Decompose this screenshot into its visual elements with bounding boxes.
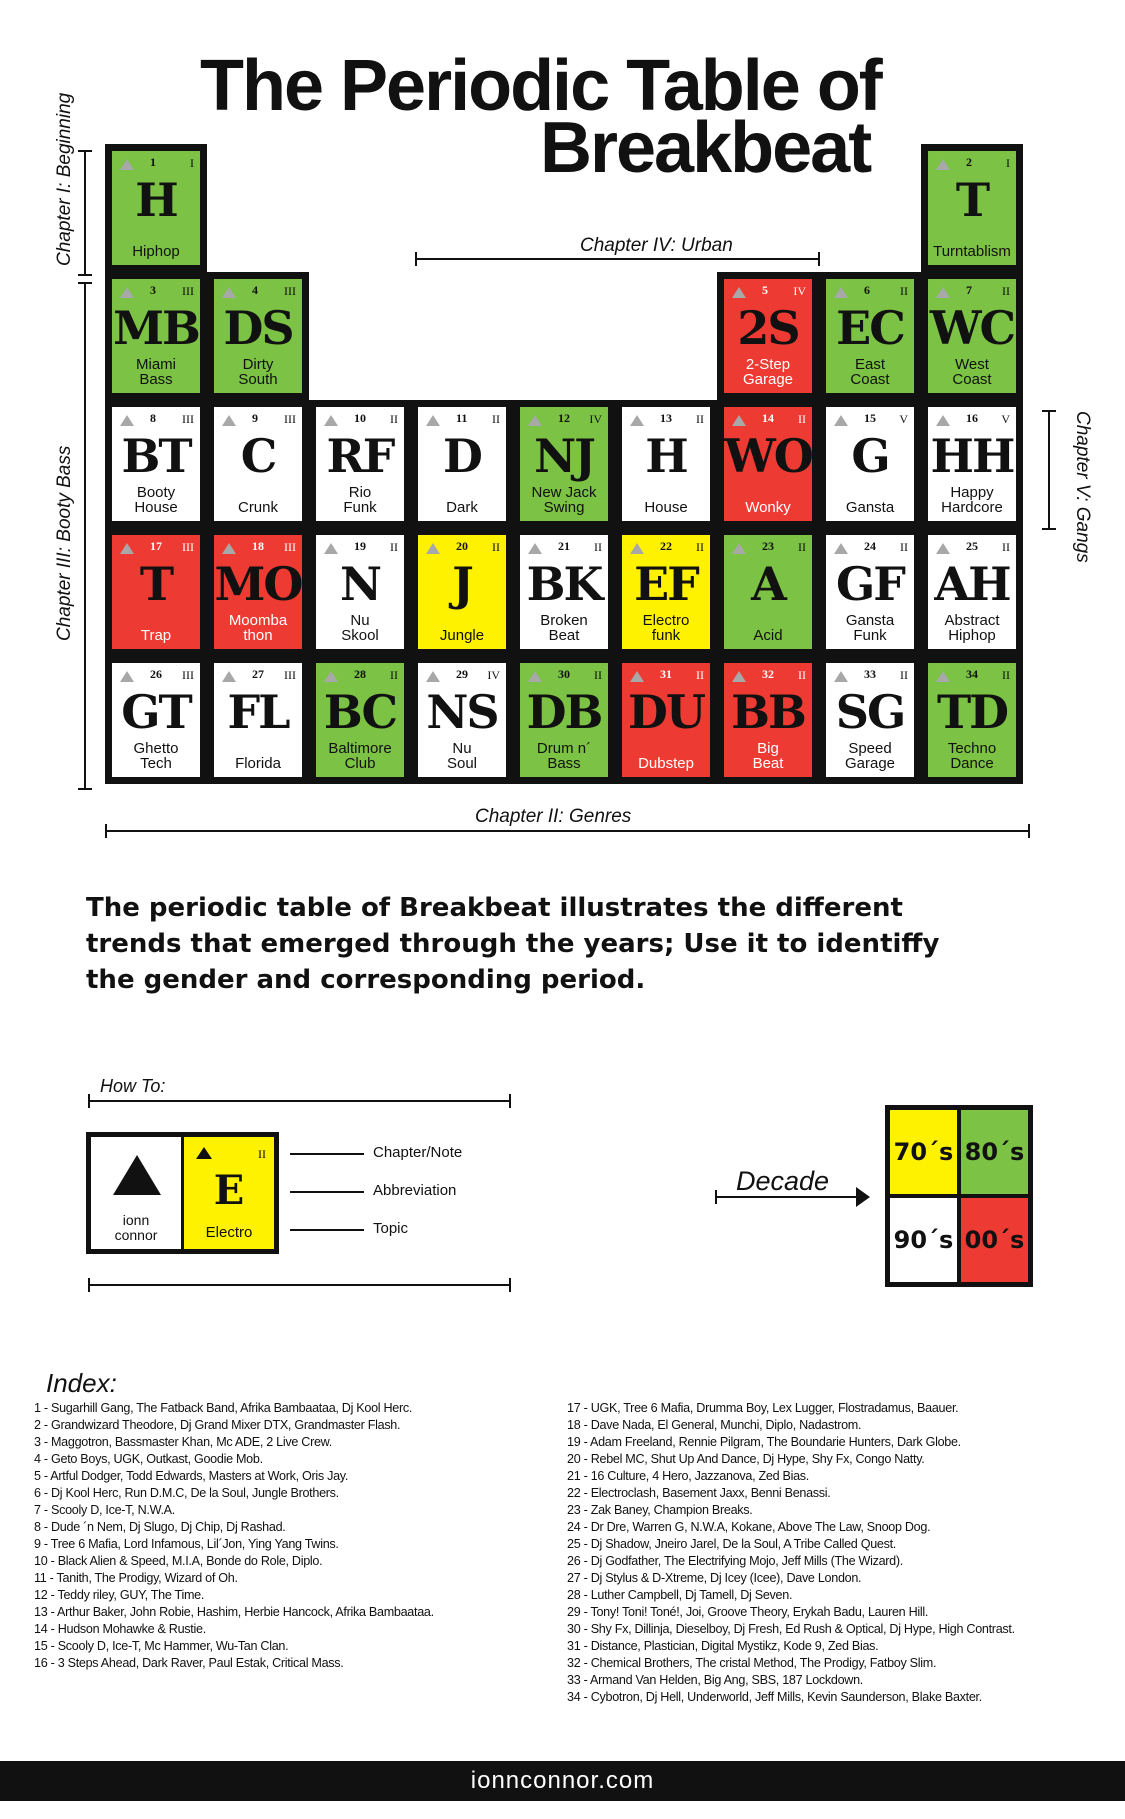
element-abbreviation: NS — [426, 685, 498, 739]
chapter-iv-bracket — [415, 258, 820, 260]
element-chapter: V — [1001, 412, 1010, 426]
index-entry: 30 - Shy Fx, Dillinja, Dieselboy, Dj Fresh, Ed Rush & Optical, Dj Hype, High Contrast. — [567, 1622, 1015, 1636]
element-abbreviation: GT — [121, 685, 191, 739]
element-cell — [921, 528, 1023, 656]
element-abbreviation: T — [139, 557, 173, 611]
element-chapter: IV — [589, 412, 602, 426]
chapter-iv-tick-left — [415, 252, 417, 266]
chapter-ii-bracket — [105, 830, 1030, 832]
element-topic: Nu Skool — [341, 612, 379, 644]
index-entry: 19 - Adam Freeland, Rennie Pilgram, The Boundarie Hunters, Dark Globe. — [567, 1435, 961, 1449]
element-number: 11 — [456, 411, 468, 425]
element-chapter: III — [182, 668, 194, 682]
element-chapter: III — [284, 412, 296, 426]
element-cell — [309, 656, 411, 784]
index-entry: 27 - Dj Stylus & D-Xtreme, Dj Icey (Icee), Dave London. — [567, 1571, 862, 1585]
element-abbreviation: H — [135, 173, 177, 227]
decade-arrow-line — [715, 1196, 860, 1198]
decade-90s: 90´s — [890, 1198, 957, 1282]
element-chapter: II — [798, 540, 806, 554]
element-topic: Gansta Funk — [845, 612, 895, 644]
element-abbreviation: J — [452, 557, 472, 611]
element-abbreviation: N — [339, 557, 381, 611]
element-number: 7 — [966, 283, 972, 297]
page-title-line1: The Periodic Table of — [200, 46, 881, 126]
index-entry: 5 - Artful Dodger, Todd Edwards, Masters at Work, Oris Jay. — [34, 1469, 349, 1483]
element-number: 16 — [966, 411, 978, 425]
triangle-icon — [732, 287, 746, 298]
element-topic: 2-Step Garage — [742, 356, 794, 388]
decade-70s: 70´s — [890, 1110, 957, 1194]
chapter-i-label: Chapter I: Beginning — [54, 92, 75, 266]
element-chapter: III — [182, 540, 194, 554]
index-entry: 8 - Dude ´n Nem, Dj Slugo, Dj Chip, Dj Rashad. — [34, 1520, 286, 1534]
element-cell — [105, 144, 207, 272]
element-abbreviation: FL — [227, 685, 289, 739]
element-cell — [411, 528, 513, 656]
element-abbreviation: DU — [627, 685, 704, 739]
triangle-icon — [528, 671, 542, 682]
element-cell — [207, 528, 309, 656]
element-number: 4 — [252, 283, 258, 297]
element-number: 31 — [660, 667, 672, 681]
element-chapter: II — [900, 540, 908, 554]
howto-bottom-rule — [88, 1284, 511, 1286]
element-cell — [717, 400, 819, 528]
element-chapter: II — [594, 668, 602, 682]
index-entry: 22 - Electroclash, Basement Jaxx, Benni Benassi. — [567, 1486, 831, 1500]
index-entry: 1 - Sugarhill Gang, The Fatback Band, Afrika Bambaataa, Dj Kool Herc. — [34, 1401, 413, 1415]
index-entry: 18 - Dave Nada, El General, Munchi, Diplo, Nadastrom. — [567, 1418, 862, 1432]
chapter-iii-label: Chapter III: Booty Bass — [54, 445, 75, 641]
element-topic: Jungle — [439, 627, 485, 644]
element-abbreviation: SG — [835, 685, 905, 739]
element-chapter: II — [696, 540, 704, 554]
triangle-icon — [936, 287, 950, 298]
index-entry: 26 - Dj Godfather, The Electrifying Mojo, Jeff Mills (The Wizard). — [567, 1554, 903, 1568]
chapter-ii-label: Chapter II: Genres — [475, 806, 632, 827]
element-cell — [615, 528, 717, 656]
triangle-icon — [834, 287, 848, 298]
element-chapter: V — [899, 412, 908, 426]
element-abbreviation: A — [751, 557, 785, 611]
element-chapter: II — [900, 284, 908, 298]
element-cell — [513, 528, 615, 656]
index-entry: 34 - Cybotron, Dj Hell, Underworld, Jeff Mills, Kevin Saunderson, Blake Baxter. — [567, 1690, 982, 1704]
element-abbreviation: MB — [113, 301, 199, 355]
chapter-ii-tick-right — [1028, 824, 1030, 838]
element-abbreviation: BK — [526, 557, 602, 611]
element-number: 15 — [864, 411, 876, 425]
element-number: 26 — [150, 667, 162, 681]
element-abbreviation: H — [645, 429, 687, 483]
element-abbreviation: DB — [526, 685, 602, 739]
chapter-v-label: Chapter V: Gangs — [1072, 411, 1093, 563]
index-entry: 21 - 16 Culture, 4 Hero, Jazzanova, Zed Bias. — [567, 1469, 810, 1483]
element-abbreviation: GF — [836, 557, 904, 611]
element-topic: Dubstep — [638, 755, 694, 772]
decade-label: Decade — [736, 1166, 830, 1196]
element-chapter: III — [182, 284, 194, 298]
chapter-ii-tick-left — [105, 824, 107, 838]
triangle-icon — [834, 543, 848, 554]
chapter-iv-label: Chapter IV: Urban — [580, 235, 733, 256]
element-chapter: III — [284, 540, 296, 554]
small-triangle-icon — [196, 1147, 212, 1159]
element-topic: Broken Beat — [540, 612, 588, 644]
element-cell — [717, 656, 819, 784]
element-cell — [615, 400, 717, 528]
triangle-icon — [528, 543, 542, 554]
element-number: 9 — [252, 411, 258, 425]
triangle-icon — [936, 543, 950, 554]
page-title-line2: Breakbeat — [540, 108, 871, 188]
element-abbreviation: WC — [929, 301, 1015, 355]
element-number: 18 — [252, 539, 264, 553]
element-cell — [207, 656, 309, 784]
element-topic: New Jack Swing — [531, 484, 597, 516]
triangle-icon — [120, 671, 134, 682]
triangle-icon — [834, 415, 848, 426]
element-abbreviation: T — [955, 173, 989, 227]
element-number: 19 — [354, 539, 366, 553]
element-topic: Dirty South — [238, 356, 278, 388]
element-topic: Hiphop — [132, 243, 180, 260]
element-cell — [615, 656, 717, 784]
legend-connector-1 — [290, 1153, 364, 1155]
element-cell — [207, 400, 309, 528]
triangle-icon — [120, 159, 134, 170]
element-number: 27 — [252, 667, 264, 681]
index-entry: 20 - Rebel MC, Shut Up And Dance, Dj Hype, Shy Fx, Congo Natty. — [567, 1452, 925, 1466]
footer-url[interactable]: ionnconnor.com — [0, 1761, 1125, 1801]
element-chapter: III — [284, 668, 296, 682]
index-entry: 11 - Tanith, The Prodigy, Wizard of Oh. — [34, 1571, 238, 1585]
element-chapter: III — [284, 284, 296, 298]
element-cell — [309, 528, 411, 656]
element-topic: Acid — [753, 627, 783, 644]
triangle-icon — [834, 671, 848, 682]
chapter-i-tick-bottom — [78, 274, 92, 276]
triangle-icon — [324, 415, 338, 426]
legend-connector-3 — [290, 1229, 364, 1231]
triangle-icon — [630, 671, 644, 682]
decade-arrow-tick — [715, 1190, 717, 1204]
chapter-iv-tick-right — [818, 252, 820, 266]
element-number: 34 — [966, 667, 978, 681]
triangle-icon — [732, 543, 746, 554]
element-abbreviation: EC — [836, 301, 904, 355]
element-number: 5 — [762, 283, 768, 297]
howto-bottom-tick-right — [509, 1278, 511, 1292]
index-entry: 10 - Black Alien & Speed, M.I.A, Bonde do Role, Diplo. — [34, 1554, 323, 1568]
index-entry: 14 - Hudson Mohawke & Rustie. — [34, 1622, 206, 1636]
triangle-icon — [936, 671, 950, 682]
element-topic: Booty House — [134, 484, 178, 516]
element-chapter: II — [390, 412, 398, 426]
chapter-v-tick-bottom — [1042, 528, 1056, 530]
element-chapter: III — [182, 412, 194, 426]
triangle-icon — [222, 543, 236, 554]
triangle-icon — [120, 543, 134, 554]
index-entry: 4 - Geto Boys, UGK, Outkast, Goodie Mob. — [34, 1452, 263, 1466]
triangle-icon — [120, 287, 134, 298]
element-topic: Rio Funk — [343, 484, 377, 516]
triangle-icon — [222, 415, 236, 426]
element-number: 17 — [150, 539, 162, 553]
element-topic: Ghetto Tech — [133, 740, 179, 772]
element-abbreviation: BT — [121, 429, 191, 483]
element-topic: West Coast — [952, 356, 992, 388]
element-number: 28 — [354, 667, 366, 681]
element-cell — [105, 656, 207, 784]
element-topic: Florida — [235, 755, 281, 772]
element-topic: Crunk — [237, 499, 278, 516]
element-topic: Turntablism — [933, 243, 1011, 260]
element-number: 32 — [762, 667, 774, 681]
element-cell — [309, 400, 411, 528]
element-number: 33 — [864, 667, 876, 681]
element-cell — [921, 400, 1023, 528]
element-number: 30 — [558, 667, 570, 681]
chapter-i-bracket — [84, 150, 86, 276]
element-number: 25 — [966, 539, 978, 553]
chapter-v-tick-top — [1042, 410, 1056, 412]
triangle-icon — [113, 1155, 161, 1195]
index-entry: 12 - Teddy riley, GUY, The Time. — [34, 1588, 205, 1602]
element-topic: Miami Bass — [136, 356, 176, 388]
legend-element-cell — [184, 1137, 274, 1249]
triangle-icon — [528, 415, 542, 426]
element-chapter: I — [190, 156, 194, 170]
element-cell — [513, 656, 615, 784]
index-entry: 29 - Tony! Toni! Toné!, Joi, Groove Theory, Erykah Badu, Lauren Hill. — [567, 1605, 929, 1619]
element-topic: Gansta — [845, 499, 895, 516]
element-chapter: II — [696, 412, 704, 426]
element-topic: Nu Soul — [446, 740, 478, 772]
element-cell — [819, 528, 921, 656]
legend-sample-box — [86, 1132, 279, 1254]
index-entry: 13 - Arthur Baker, John Robie, Hashim, Herbie Hancock, Afrika Bambaataa. — [34, 1605, 434, 1619]
index-entry: 3 - Maggotron, Bassmaster Khan, Mc ADE, 2 Live Crew. — [34, 1435, 332, 1449]
element-topic: East Coast — [850, 356, 890, 388]
chapter-iii-tick-bottom — [78, 788, 92, 790]
element-topic: Abstract Hiphop — [944, 612, 1000, 644]
chapter-i-tick-top — [78, 150, 92, 152]
legend-abbr: E — [213, 1167, 245, 1214]
element-cell — [105, 272, 207, 400]
element-topic: Speed Garage — [844, 740, 896, 772]
element-cell — [411, 656, 513, 784]
element-cell — [513, 400, 615, 528]
index-entry: 9 - Tree 6 Mafia, Lord Infamous, Lil´Jon, Ying Yang Twins. — [34, 1537, 339, 1551]
howto-title: How To: — [100, 1076, 166, 1096]
element-topic: Techno Dance — [947, 740, 997, 772]
triangle-icon — [426, 671, 440, 682]
triangle-icon — [936, 159, 950, 170]
element-abbreviation: HH — [930, 429, 1014, 483]
element-abbreviation: AH — [934, 557, 1010, 611]
element-number: 29 — [456, 667, 468, 681]
element-chapter: II — [492, 412, 500, 426]
element-abbreviation: TD — [936, 685, 1008, 739]
element-cell — [105, 528, 207, 656]
element-abbreviation: EF — [634, 557, 698, 611]
element-chapter: IV — [793, 284, 806, 298]
element-topic: Dark — [446, 499, 478, 516]
element-number: 23 — [762, 539, 774, 553]
element-cell — [921, 272, 1023, 400]
triangle-icon — [324, 671, 338, 682]
legend-label-chapter: Chapter/Note — [373, 1144, 463, 1161]
element-cell — [717, 528, 819, 656]
decade-00s: 00´s — [961, 1198, 1028, 1282]
index-entry: 25 - Dj Shadow, Jneiro Jarel, De la Soul, A Tribe Called Quest. — [567, 1537, 897, 1551]
triangle-icon — [222, 671, 236, 682]
element-number: 2 — [966, 155, 972, 169]
index-entry: 24 - Dr Dre, Warren G, N.W.A, Kokane, Above The Law, Snoop Dog. — [567, 1520, 931, 1534]
index-entry: 28 - Luther Campbell, Dj Tamell, Dj Seven. — [567, 1588, 793, 1602]
element-number: 1 — [150, 155, 156, 169]
index-entry: 2 - Grandwizard Theodore, Dj Grand Mixer DTX, Grandmaster Flash. — [34, 1418, 401, 1432]
element-topic: Trap — [140, 627, 172, 644]
decade-grid — [885, 1105, 1033, 1287]
element-abbreviation: BB — [731, 685, 805, 739]
element-chapter: II — [696, 668, 704, 682]
element-chapter: I — [1006, 156, 1010, 170]
element-abbreviation: D — [443, 429, 481, 483]
legend-label-topic: Topic — [373, 1220, 409, 1237]
triangle-icon — [630, 543, 644, 554]
legend-roman: II — [258, 1147, 266, 1161]
element-topic: Electro funk — [642, 612, 690, 644]
element-cell — [207, 272, 309, 400]
element-number: 20 — [456, 539, 468, 553]
triangle-icon — [426, 415, 440, 426]
element-number: 12 — [558, 411, 570, 425]
element-number: 21 — [558, 539, 570, 553]
index-entry: 6 - Dj Kool Herc, Run D.M.C, De la Soul, Jungle Brothers. — [34, 1486, 339, 1500]
element-abbreviation: G — [851, 429, 889, 483]
element-number: 22 — [660, 539, 672, 553]
howto-top-tick-left — [88, 1094, 90, 1108]
triangle-icon — [426, 543, 440, 554]
triangle-icon — [936, 415, 950, 426]
chapter-iii-bracket — [84, 282, 86, 790]
legend-label-abbreviation: Abbreviation — [373, 1182, 457, 1199]
element-number: 10 — [354, 411, 366, 425]
element-topic: Wonky — [745, 499, 791, 516]
element-cell — [921, 144, 1023, 272]
element-topic: Moomba thon — [228, 612, 288, 644]
index-title: Index: — [46, 1368, 117, 1398]
index-left-column — [34, 1400, 434, 1672]
arrow-right-icon — [856, 1187, 870, 1207]
element-cell — [819, 272, 921, 400]
triangle-icon — [120, 415, 134, 426]
element-topic: Drum n´ Bass — [536, 740, 592, 772]
element-chapter: II — [1002, 540, 1010, 554]
element-cell — [717, 272, 819, 400]
element-abbreviation: RF — [326, 429, 394, 483]
index-right-column — [567, 1400, 1015, 1706]
element-cell — [819, 400, 921, 528]
index-entry: 31 - Distance, Plastician, Digital Mystikz, Kode 9, Zed Bias. — [567, 1639, 879, 1653]
element-chapter: II — [594, 540, 602, 554]
element-number: 8 — [150, 411, 156, 425]
element-cell — [921, 656, 1023, 784]
element-abbreviation: BC — [323, 685, 397, 739]
triangle-icon — [222, 287, 236, 298]
element-abbreviation: NJ — [534, 429, 594, 483]
description-text: The periodic table of Breakbeat illustrates the different trends that emerged through the years; Use it to identiffy the gender and corresponding period. — [86, 893, 940, 995]
element-chapter: II — [798, 668, 806, 682]
legend-connector-2 — [290, 1191, 364, 1193]
element-topic: Baltimore Club — [328, 740, 392, 772]
element-abbreviation: C — [240, 429, 276, 483]
triangle-icon — [732, 671, 746, 682]
triangle-icon — [732, 415, 746, 426]
element-chapter: II — [390, 540, 398, 554]
howto-top-rule — [88, 1100, 511, 1102]
element-abbreviation: MO — [214, 557, 302, 611]
element-topic: House — [644, 499, 688, 516]
element-cell — [105, 400, 207, 528]
element-chapter: II — [798, 412, 806, 426]
element-chapter: II — [900, 668, 908, 682]
element-chapter: IV — [487, 668, 500, 682]
howto-bottom-tick-left — [88, 1278, 90, 1292]
element-cell — [819, 656, 921, 784]
chapter-v-bracket — [1048, 410, 1050, 530]
index-entry: 17 - UGK, Tree 6 Mafia, Drumma Boy, Lex Lugger, Flostradamus, Baauer. — [567, 1401, 959, 1415]
index-entry: 33 - Armand Van Helden, Big Ang, SBS, 187 Lockdown. — [567, 1673, 864, 1687]
index-entry: 23 - Zak Baney, Champion Breaks. — [567, 1503, 753, 1517]
element-cell — [411, 400, 513, 528]
element-topic: Big Beat — [752, 740, 784, 772]
element-number: 6 — [864, 283, 870, 297]
decade-80s: 80´s — [961, 1110, 1028, 1194]
element-chapter: II — [1002, 284, 1010, 298]
element-topic: Happy Hardcore — [941, 484, 1003, 516]
index-entry: 32 - Chemical Brothers, The cristal Method, The Prodigy, Fatboy Slim. — [567, 1656, 937, 1670]
triangle-icon — [324, 543, 338, 554]
element-abbreviation: WO — [724, 429, 812, 483]
element-abbreviation: 2S — [737, 301, 799, 355]
ionn-connor-label: ionn connor — [114, 1212, 158, 1243]
index-entry: 7 - Scooly D, Ice-T, N.W.A. — [34, 1503, 175, 1517]
howto-top-tick-right — [509, 1094, 511, 1108]
legend-name: Electro — [205, 1224, 253, 1241]
element-number: 24 — [864, 539, 876, 553]
element-number: 3 — [150, 283, 156, 297]
element-abbreviation: DS — [223, 301, 293, 355]
element-chapter: II — [390, 668, 398, 682]
chapter-iii-tick-top — [78, 282, 92, 284]
legend-ionn-cell — [91, 1137, 184, 1249]
element-chapter: II — [492, 540, 500, 554]
element-chapter: II — [1002, 668, 1010, 682]
triangle-icon — [630, 415, 644, 426]
element-number: 14 — [762, 411, 774, 425]
element-number: 13 — [660, 411, 672, 425]
index-entry: 16 - 3 Steps Ahead, Dark Raver, Paul Estak, Critical Mass. — [34, 1656, 344, 1670]
index-entry: 15 - Scooly D, Ice-T, Mc Hammer, Wu-Tan Clan. — [34, 1639, 289, 1653]
